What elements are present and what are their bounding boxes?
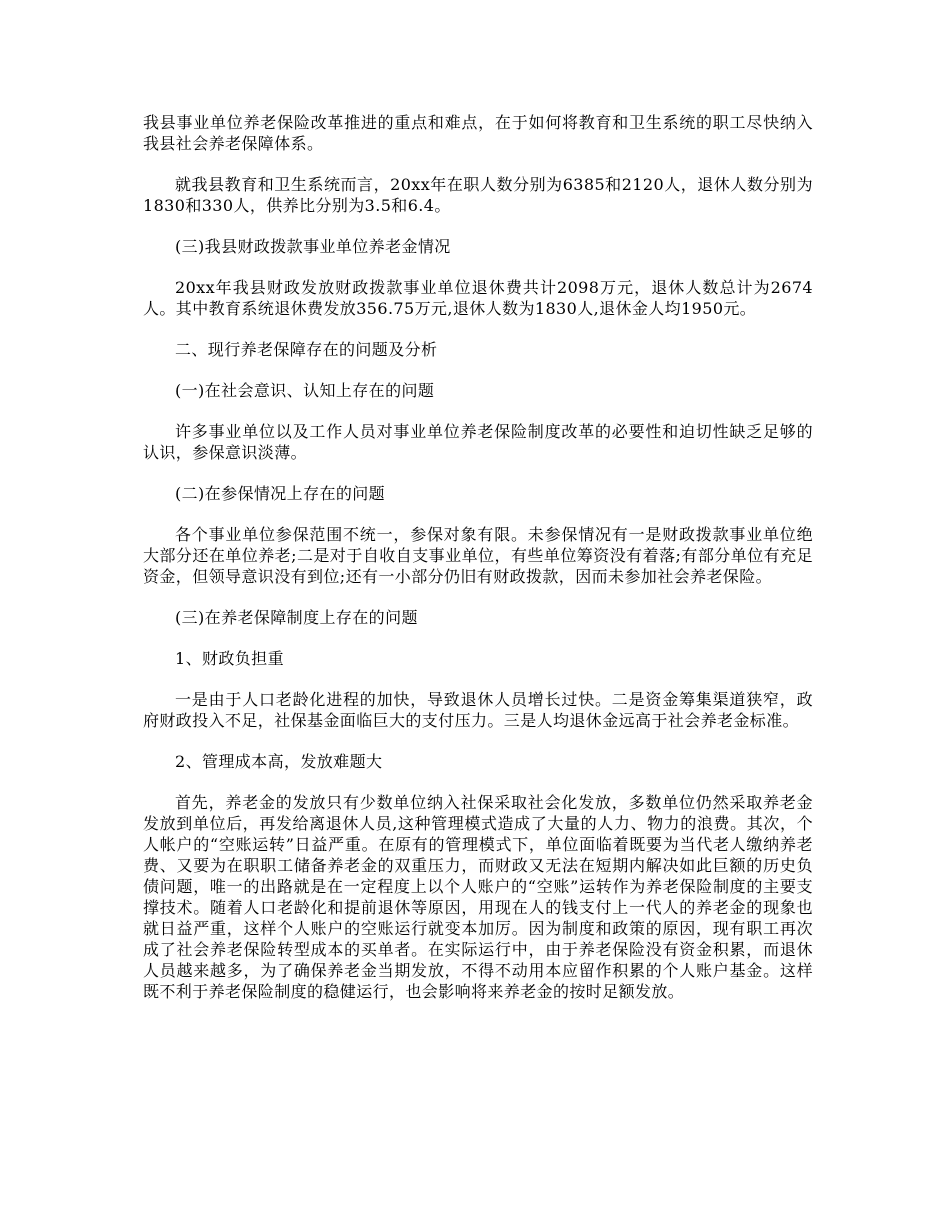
paragraph-fiscal-burden: 一是由于人口老龄化进程的加快，导致退休人员增长过快。二是资金筹集渠道狭窄，政府财政投入不足，社保基金面临巨大的支付压力。三是人均退休金远高于社会养老金标准。 xyxy=(143,690,813,730)
paragraph-reform-focus: 我县事业单位养老保险改革推进的重点和难点，在于如何将教育和卫生系统的职工尽快纳入我县社会养老保障体系。 xyxy=(143,113,813,153)
paragraph-enrollment: 各个事业单位参保范围不统一，参保对象有限。未参保情况有一是财政拨款事业单位绝大部分还在单位养老;二是对于自收自支事业单位，有些单位筹资没有着落;有部分单位有充足资金，但领导意识没有到位;还有一小部分仍旧有财政拨款，因而未参加社会养老保险。 xyxy=(143,525,813,586)
paragraph-management-cost: 首先，养老金的发放只有少数单位纳入社保采取社会化发放，多数单位仍然采取养老金发放到单位后，再发给离退休人员,这种管理模式造成了大量的人力、物力的浪费。其次，个人帐户的“空账运转”日益严重。在原有的管理模式下，单位面临着既要为当代老人缴纳养老费、又要为在职职工储备养老金的双重压力，而财政又无法在短期内解决如此巨额的历史负债问题，唯一的出路就是在一定程度上以个人账户的“空账”运转作为养老保险制度的主要支撑技术。随着人口老龄化和提前退休等原因，用现在人的钱支付上一代人的养老金的现象也就日益严重，这样个人账户的空账运行就变本加厉。因为制度和政策的原因，现有职工再次成了社会养老保险转型成本的买单者。在实际运行中，由于养老保险没有资金积累，而退休人员越来越多，为了确保养老金当期发放，不得不动用本应留作积累的个人账户基金。这样既不利于养老保险制度的稳健运行，也会影响将来养老金的按时足额发放。 xyxy=(143,793,813,1001)
paragraph-fiscal-pension: 20xx年我县财政发放财政拨款事业单位退休费共计2098万元，退休人数总计为2674人。其中教育系统退休费发放356.75万元,退休人数为1830人,退休金人均1950元。 xyxy=(143,278,813,318)
paragraph-awareness: 许多事业单位以及工作人员对事业单位养老保险制度改革的必要性和迫切性缺乏足够的认识，参保意识淡薄。 xyxy=(143,422,813,462)
heading-fiscal-burden: 1、财政负担重 xyxy=(175,649,284,668)
heading-enrollment-problems: (二)在参保情况上存在的问题 xyxy=(175,484,386,503)
heading-problems-analysis: 二、现行养老保障存在的问题及分析 xyxy=(175,340,438,359)
heading-system-problems: (三)在养老保障制度上存在的问题 xyxy=(175,608,418,627)
heading-awareness-problems: (一)在社会意识、认知上存在的问题 xyxy=(175,381,435,400)
document-page xyxy=(143,112,813,1022)
paragraph-staff-numbers: 就我县教育和卫生系统而言，20xx年在职人数分别为6385和2120人，退休人数分别为1830和330人，供养比分别为3.5和6.4。 xyxy=(143,175,813,215)
heading-fiscal-pension: (三)我县财政拨款事业单位养老金情况 xyxy=(175,237,451,256)
heading-management-cost: 2、管理成本高，发放难题大 xyxy=(175,752,383,771)
